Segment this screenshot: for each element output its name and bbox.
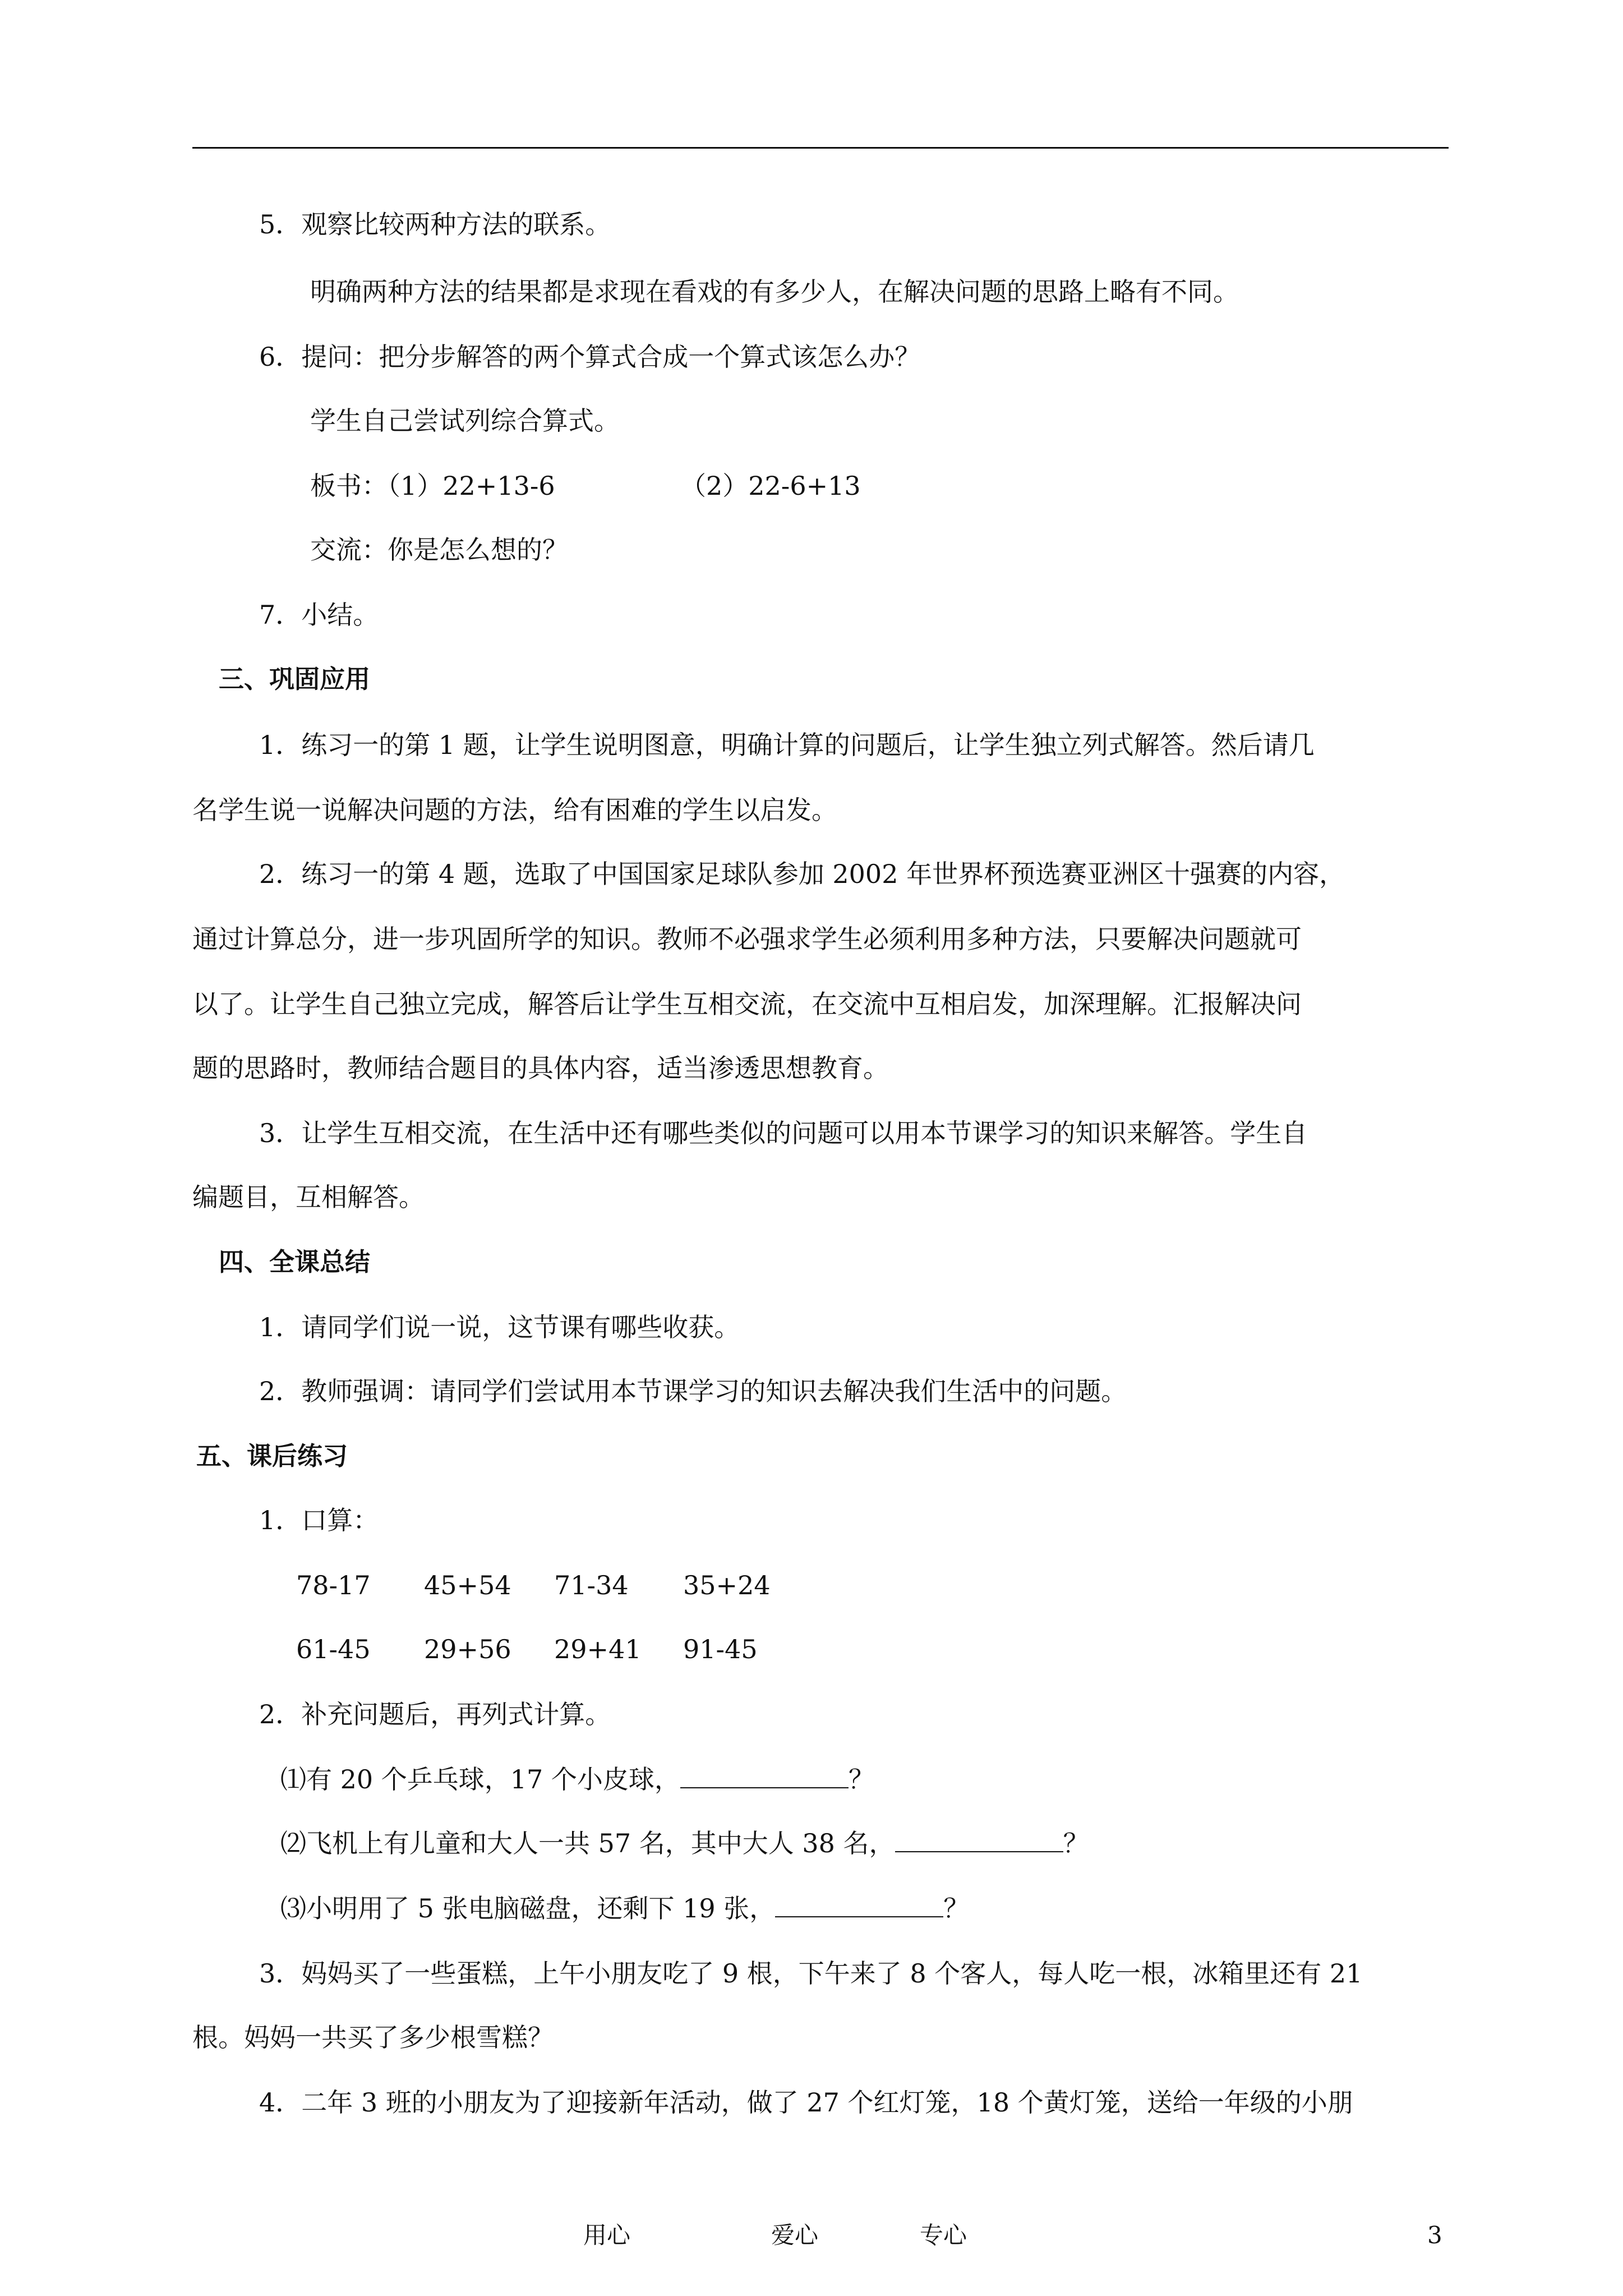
oral-calc: 45+54 (424, 1570, 511, 1600)
item-5: 5．观察比较两种方法的联系。 (259, 209, 611, 240)
summary-item-2: 2．教师强调：请同学们尝试用本节课学习的知识去解决我们生活中的问题。 (259, 1376, 1127, 1406)
exercise-1: 1．口算： (259, 1505, 379, 1535)
paragraph-line: 明确两种方法的结果都是求现在看戏的有多少人，在解决问题的思路上略有不同。 (310, 277, 1239, 307)
paragraph-line: 交流：你是怎么想的？ (310, 535, 568, 565)
paragraph-line: 通过计算总分，进一步巩固所学的知识。教师不必强求学生必须利用多种方法，只要解决问题就可 (192, 924, 1302, 954)
header-rule (192, 147, 1449, 149)
answer-blank[interactable] (895, 1829, 1063, 1852)
question-text: ⑴有 20 个乒乓球，17 个小皮球， (280, 1764, 680, 1795)
footer-word-3: 专心 (920, 2221, 967, 2249)
question-mark: ？ (943, 1893, 970, 1924)
oral-calc: 61-45 (296, 1634, 371, 1664)
question-text: ⑶小明用了 5 张电脑磁盘，还剩下 19 张， (280, 1893, 776, 1924)
oral-calc: 35+24 (683, 1570, 771, 1600)
paragraph-line: 以了。让学生自己独立完成，解答后让学生互相交流，在交流中互相启发，加深理解。汇报解决问 (192, 989, 1302, 1019)
summary-item-1: 1．请同学们说一说，这节课有哪些收获。 (259, 1312, 740, 1342)
paragraph-line: 1．练习一的第 1 题，让学生说明图意，明确计算的问题后，让学生独立列式解答。然后请几 (259, 730, 1315, 760)
paragraph-line: 名学生说一说解决问题的方法，给有困难的学生以启发。 (192, 795, 837, 825)
footer-word-1: 用心 (583, 2221, 631, 2249)
fill-question-1 (280, 1764, 874, 1795)
oral-calc: 29+41 (554, 1634, 642, 1664)
oral-calc: 78-17 (296, 1570, 371, 1600)
fill-question-2 (280, 1828, 1089, 1859)
answer-blank[interactable] (680, 1765, 849, 1788)
paragraph-line: 题的思路时，教师结合题目的具体内容，适当渗透思想教育。 (192, 1053, 889, 1083)
section-heading-5: 五、课后练习 (196, 1441, 348, 1471)
answer-blank[interactable] (775, 1894, 943, 1917)
item-6: 6．提问：把分步解答的两个算式合成一个算式该怎么办？ (259, 342, 921, 372)
footer-word-2: 爱心 (771, 2221, 819, 2249)
question-mark: ？ (848, 1764, 874, 1795)
blackboard-formula-2: （2）22-6+13 (680, 471, 861, 501)
exercise-4: 4．二年 3 班的小朋友为了迎接新年活动，做了 27 个红灯笼，18 个黄灯笼，送给一年级的小朋 (259, 2087, 1353, 2118)
section-heading-3: 三、巩固应用 (219, 664, 371, 694)
oral-calc: 71-34 (554, 1570, 629, 1600)
paragraph-line: 学生自己尝试列综合算式。 (310, 406, 620, 436)
page-number: 3 (1427, 2221, 1442, 2249)
blackboard-formula-1: 板书：（1）22+13-6 (310, 471, 555, 501)
oral-calc: 29+56 (424, 1634, 511, 1664)
question-mark: ？ (1063, 1828, 1089, 1858)
oral-calc: 91-45 (683, 1634, 758, 1664)
paragraph-line: 3．让学生互相交流，在生活中还有哪些类似的问题可以用本节课学习的知识来解答。学生自 (259, 1118, 1308, 1148)
fill-question-3 (280, 1893, 969, 1924)
exercise-3: 3．妈妈买了一些蛋糕，上午小朋友吃了 9 根，下午来了 8 个客人，每人吃一根，冰箱里还有 21 (259, 1958, 1363, 1989)
section-heading-4: 四、全课总结 (219, 1247, 371, 1277)
question-text: ⑵飞机上有儿童和大人一共 57 名，其中大人 38 名， (280, 1828, 895, 1858)
paragraph-line: 编题目，互相解答。 (192, 1182, 425, 1212)
exercise-2: 2．补充问题后，再列式计算。 (259, 1699, 611, 1729)
paragraph-line: 2．练习一的第 4 题，选取了中国国家足球队参加 2002 年世界杯预选赛亚洲区十强赛的内容， (259, 859, 1345, 889)
item-7: 7．小结。 (259, 600, 379, 630)
paragraph-line: 根。妈妈一共买了多少根雪糕？ (192, 2022, 554, 2053)
